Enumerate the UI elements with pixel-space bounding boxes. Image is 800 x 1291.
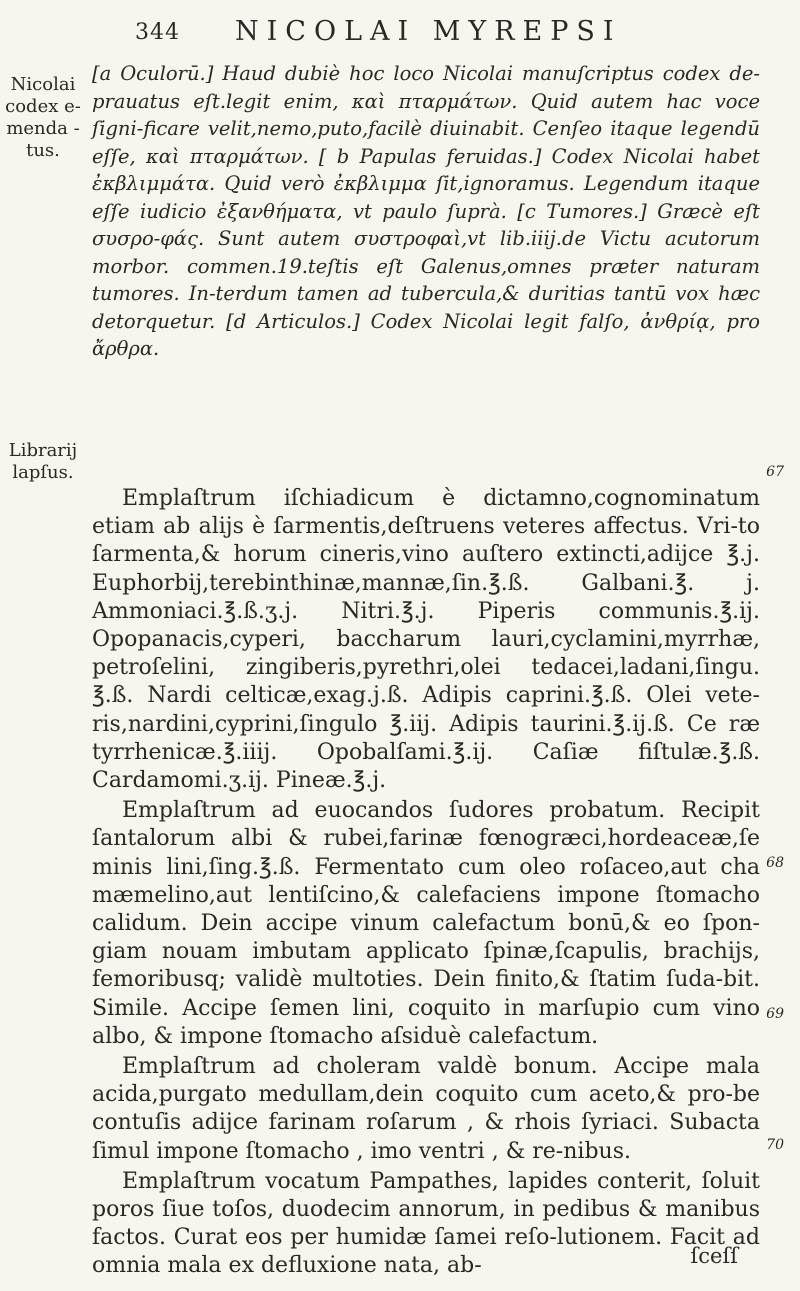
paragraph-emplastrum-choleram: Emplaſtrum ad choleram valdè bonum. Accipe mala acida,purgato medullam,dein coquito cum aceto,& pro-be contuſis adijce farinam roſarum , & rhois ſyriaci. Subacta ſimul impone ſtomacho , imo ventri , & re-nibus. — [92, 1054, 760, 1164]
recipe-number: 70 — [766, 1137, 784, 1153]
main-text — [92, 485, 760, 1283]
margin-note-librarij-lapsus — [0, 440, 86, 484]
recipe-number: 69 — [766, 1006, 784, 1022]
margin-note-line: Nicolai — [10, 74, 76, 95]
recipe-number: 68 — [766, 855, 784, 871]
paragraph-emplastrum-sudores: Emplaſtrum ad euocandos ſudores probatum. Recipit ſantalorum albi & rubei,farinæ fœnogræci,hordeaceæ,ſe minis lini,ſing.℥.ß. Fermentato cum oleo roſaceo,aut cha mæmelino,aut lentiſcino,& calefaciens impone ſtomacho calidum. Dein accipe vinum calefactum bonū,& eo ſpon-giam nouam imbutam applicato ſpinæ,ſcapulis, brachijs, femoribusq; validè multoties. Dein finito,& ſtatim ſuda-bit. Simile. Accipe ſemen lini, coquito in marſupio cum vino albo, & impone ſtomacho aſsiduè calefactum. — [92, 798, 760, 1049]
margin-note-line: tus. — [26, 140, 60, 161]
catchword: ſceſſ — [690, 1244, 738, 1268]
page-number: 344 — [135, 20, 180, 45]
paragraph-emplastrum-pampathes: Emplaſtrum vocatum Pampathes, lapides conterit, ſoluit poros ſiue toſos, duodecim annorum, in pedibus & manibus factos. Curat eos per humidæ ſamei reſo-lutionem. Facit ad omnia mala ex defluxione nata, ab- — [92, 1168, 760, 1279]
running-head-title: NICOLAI MYREPSI — [235, 16, 622, 47]
margin-note-line: menda - — [6, 118, 80, 139]
margin-note-codex-emendatus — [0, 74, 86, 162]
annotation-text: [a Oculorū.] Haud dubiè hoc loco Nicolai manuſcriptus codex de-prauatus eſt.legit enim, καὶ πταρμάτων. Quid autem hac voce ſigni-ficare velit,nemo,puto,facilè diuinabit. Cenſeo itaque legendū eſſe, καὶ πταρμάτων. [ b Papulas feruidas.] Codex Nicolai habet ἐκβλιμμάτα. Quid verò ἐκβλιμμα ſit,ignoramus. Legendum itaque eſſe iudicio ἐξανθήματα, vt paulo ſuprà. [c Tumores.] Græcè eſt συσρο-φάς. Sunt autem συστροφαὶ,vt lib.iiij.de Victu acutorum morbor. commen.19.teſtis eſt Galenus,omnes præter naturam tumores. In-terdum tamen ad tubercula,& duritias tantū vox hæc detorquetur. [d Articulos.] Codex Nicolai legit falſo, ἀνθρίᾳ, pro ἄρθρα. — [92, 62, 760, 360]
margin-note-line: Librarij — [8, 440, 78, 461]
margin-note-line: codex e- — [5, 96, 81, 117]
recipe-number: 67 — [766, 464, 784, 480]
paragraph-emplastrum-ischiadicum: Emplaſtrum iſchiadicum è dictamno,cognominatum etiam ab alijs è ſarmentis,deſtruens veteres affectus. Vri-to ſarmenta,& horum cineris,vino auſtero extincti,adijce ℥.j. Euphorbij,terebinthinæ,mannæ,ſin.℥.ß. Galbani.℥. j. Ammoniaci.℥.ß.ʒ.j. Nitri.℥.j. Piperis communis.℥.ij. Opopanacis,cyperi, baccharum lauri,cyclamini,myrrhæ, petroſelini, zingiberis,pyrethri,olei tedacei,ladani,ſingu. ℥.ß. Nardi celticæ,exag.j.ß. Adipis caprini.℥.ß. Olei vete-ris,nardini,cyprini,ſingulo ℥.iij. Adipis taurini.℥.ij.ß. Ce ræ tyrrhenicæ.℥.iiij. Opobalſami.℥.ij. Caſiæ fiſtulæ.℥.ß. Cardamomi.ʒ.ij. Pineæ.℥.j. — [92, 486, 760, 794]
running-head — [0, 16, 800, 46]
margin-note-line: lapſus. — [12, 462, 74, 483]
annotations-block — [92, 60, 760, 363]
